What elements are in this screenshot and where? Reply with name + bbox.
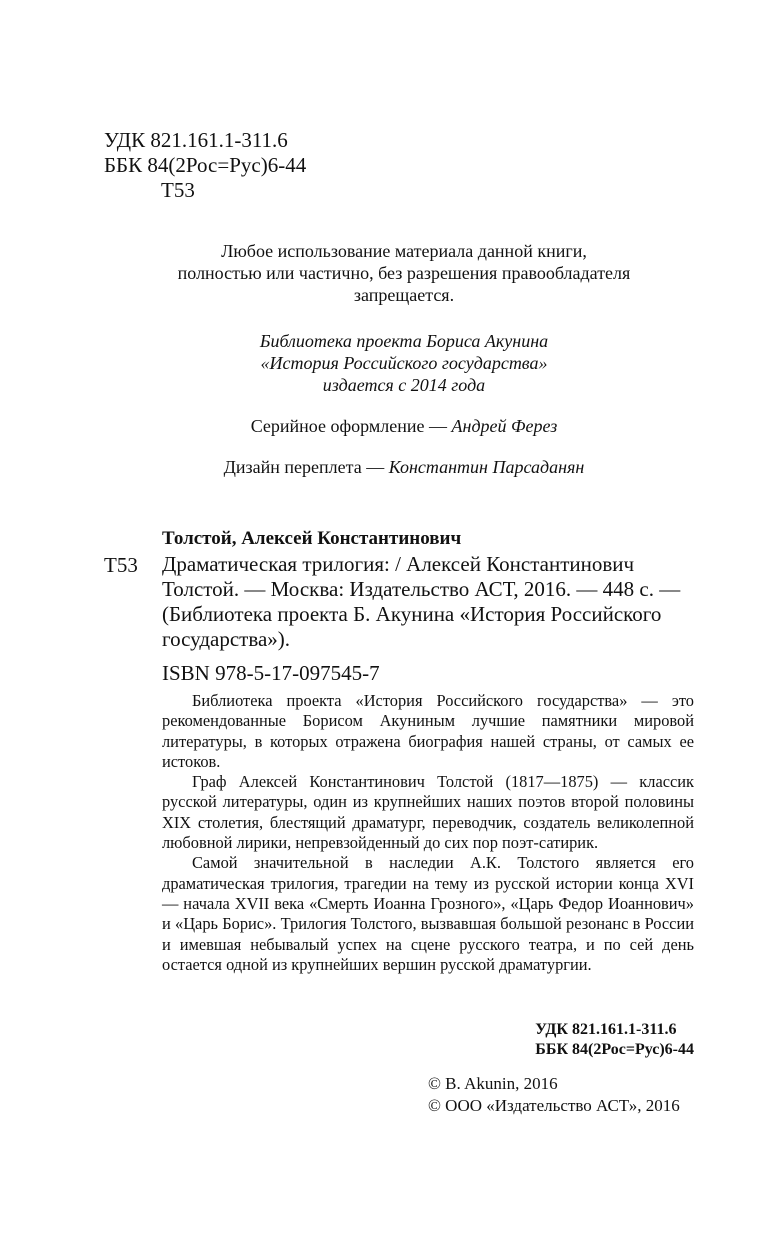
copyright-notice [100,240,708,306]
author-mark: Т53 [161,178,195,202]
copyright-block [428,1073,680,1117]
library-line-1: Библиотека проекта Бориса Акунина [259,331,549,351]
udk-code: УДК 821.161.1-311.6 [104,128,288,152]
isbn: ISBN 978-5-17-097545-7 [162,661,380,685]
header-codes [104,128,306,203]
library-line-2: «История Российского государства» [260,353,548,373]
library-series-note [100,330,708,396]
bibliographic-description [162,552,694,652]
biblio-line-2: Толстой. — Москва: Издательство АСТ, 2016. — 448 с. — [162,577,681,601]
binding-design-credit [100,456,708,478]
footer-codes [535,1020,694,1060]
annotation-paragraph-3: Самой значительной в наследии А.К. Толстого является его драматическая трилогия, трагедии на тему из русской истории конца XVI — начала XVII века «Смерть Иоанна Грозного», «Царь Федор Иоаннович» и «Царь Борис». Трилогия Толстого, вызвавшая большой резонанс в России и имевшая небывалый успех на сцене русского театра, и по сей день остается одной из крупнейших вершин русской драматургии. [162,853,694,974]
author-heading: Толстой, Алексей Константинович [162,528,462,549]
footer-udk: УДК 821.161.1-311.6 [535,1021,677,1038]
notice-line-2: полностью или частично, без разрешения правообладателя [177,263,631,283]
copyright-author: © B. Akunin, 2016 [428,1074,558,1093]
annotation-paragraph-2: Граф Алексей Константинович Толстой (1817—1875) — классик русской литературы, один из крупнейших наших поэтов второй половины XIX столетия, блестящий драматург, переводчик, создатель великолепной любовной лирики, непревзойденный до сих пор поэт-сатирик. [162,772,694,853]
author-mark-margin: Т53 [104,553,138,577]
annotation [162,691,694,975]
annotation-paragraph-1: Библиотека проекта «История Российского государства» — это рекомендованные Борисом Акуниным лучшие памятники мировой литературы, в которых отражена биография нашей страны, от самых ее истоков. [162,691,694,771]
notice-line-1: Любое использование материала данной книги, [221,241,587,261]
biblio-line-1: Драматическая трилогия: / Алексей Константинович [162,552,635,576]
biblio-line-4: государства»). [162,627,291,651]
footer-bbk: ББК 84(2Рос=Рус)6-44 [535,1041,694,1058]
bbk-code: ББК 84(2Рос=Рус)6-44 [104,153,307,177]
copyright-publisher: © ООО «Издательство АСТ», 2016 [428,1096,680,1115]
binding-design-label: Дизайн переплета — [223,457,389,477]
series-designer-name: Андрей Ферез [451,416,558,436]
library-line-3: издается с 2014 года [322,375,486,395]
series-design-label: Серийное оформление — [250,416,452,436]
biblio-line-3: (Библиотека проекта Б. Акунина «История Российского [162,602,662,626]
series-design-credit [100,415,708,437]
binding-designer-name: Константин Парсаданян [388,457,585,477]
notice-line-3: запрещается. [353,285,455,305]
